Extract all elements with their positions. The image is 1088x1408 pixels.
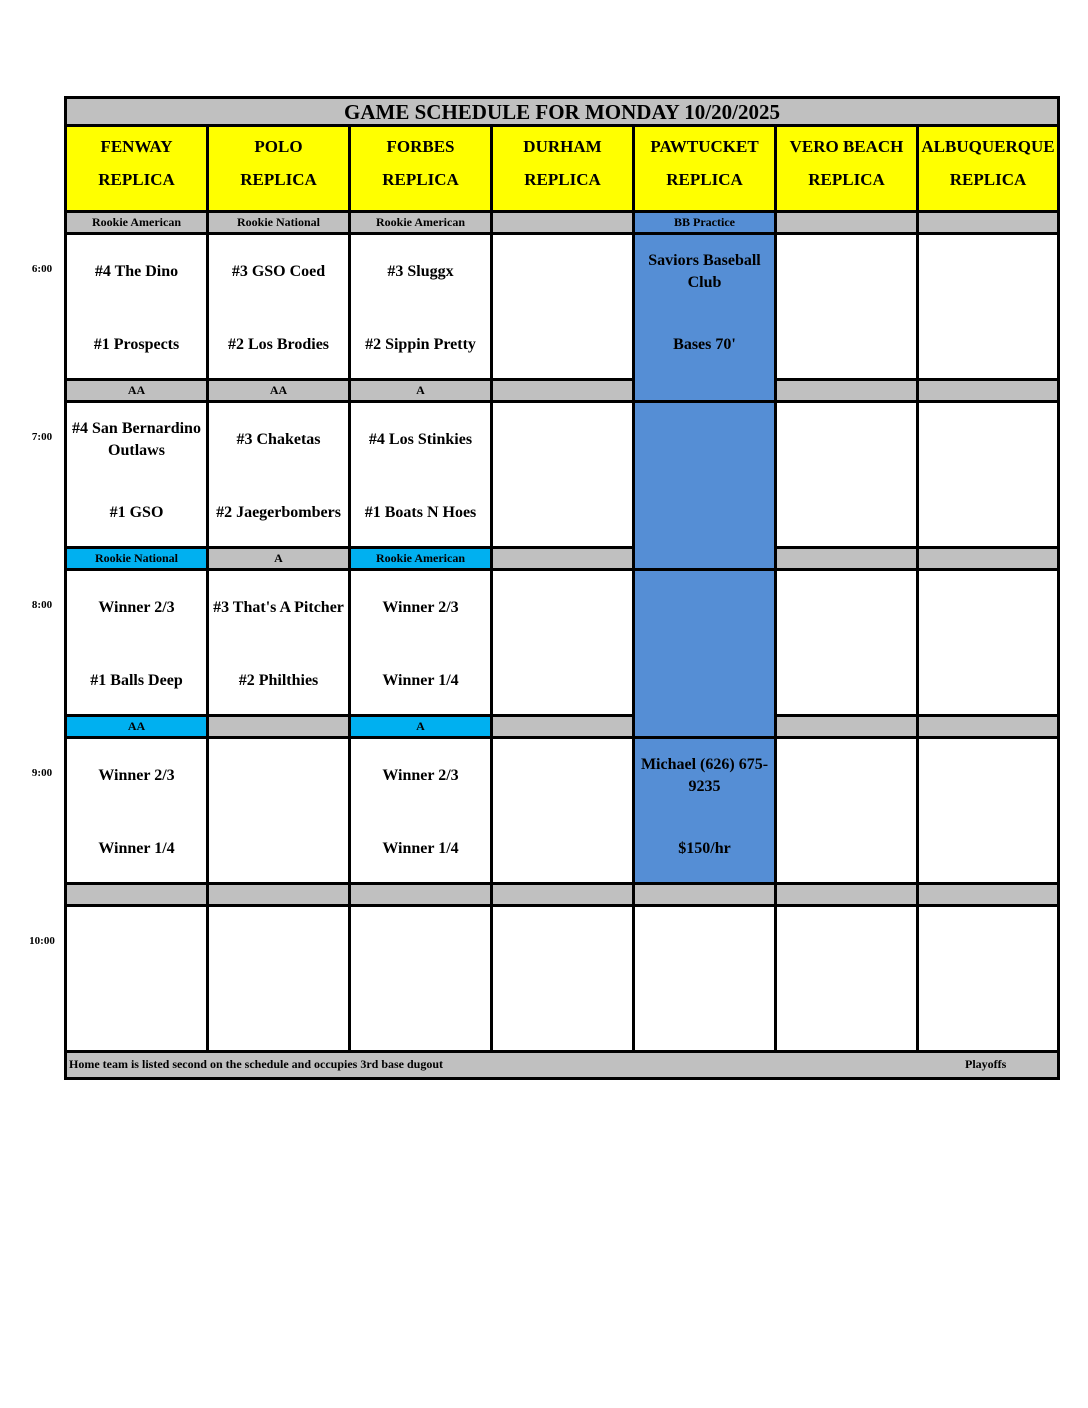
game-slot xyxy=(919,571,1057,717)
home-team: #2 Philthies xyxy=(238,672,319,689)
division-label xyxy=(493,381,635,403)
division-label xyxy=(635,381,777,403)
division-label xyxy=(777,717,919,739)
game-slot xyxy=(209,907,351,1053)
game-slot xyxy=(635,403,777,549)
field-header xyxy=(635,127,777,213)
division-label: Rookie National xyxy=(67,549,209,571)
game-slot xyxy=(777,739,919,885)
home-team xyxy=(67,1003,206,1031)
game-slot xyxy=(67,907,209,1053)
away-team xyxy=(493,573,632,643)
division-label: Rookie American xyxy=(351,213,493,235)
home-team: #2 Los Brodies xyxy=(227,336,330,353)
away-team xyxy=(777,741,916,811)
division-label xyxy=(493,717,635,739)
game-slot xyxy=(493,235,635,381)
home-team: #1 GSO xyxy=(109,504,164,521)
home-team xyxy=(493,331,632,359)
game-slot xyxy=(777,403,919,549)
home-team: #1 Balls Deep xyxy=(90,672,183,689)
field-name: DURHAM xyxy=(523,137,602,156)
away-team: Winner 2/3 xyxy=(382,767,459,784)
away-team xyxy=(351,909,490,979)
game-slot xyxy=(209,235,351,381)
field-header xyxy=(351,127,493,213)
division-label xyxy=(777,213,919,235)
away-team: #3 Chaketas xyxy=(236,431,321,448)
field-header xyxy=(67,127,209,213)
division-label xyxy=(635,717,777,739)
home-team xyxy=(919,331,1057,359)
away-team: Winner 2/3 xyxy=(382,599,459,616)
game-slot xyxy=(67,235,209,381)
field-subtitle: REPLICA xyxy=(524,170,601,189)
away-team: Saviors Baseball Club xyxy=(648,252,761,291)
away-team xyxy=(67,909,206,979)
game-slot xyxy=(351,739,493,885)
home-team: Winner 1/4 xyxy=(382,840,459,857)
game-slot xyxy=(493,403,635,549)
away-team xyxy=(209,909,348,979)
schedule-title: GAME SCHEDULE FOR MONDAY 10/20/2025 xyxy=(67,99,1057,127)
footer-playoffs: Playoffs xyxy=(965,1057,1007,1071)
game-slot xyxy=(777,571,919,717)
time-label: 7:00 xyxy=(31,431,53,443)
home-team xyxy=(777,835,916,863)
division-label xyxy=(635,549,777,571)
time-label: 6:00 xyxy=(31,263,53,275)
game-slot xyxy=(351,571,493,717)
game-slot xyxy=(635,739,777,885)
field-header xyxy=(209,127,351,213)
game-slot xyxy=(635,907,777,1053)
game-slot xyxy=(919,403,1057,549)
game-slot xyxy=(635,235,777,381)
division-label xyxy=(635,885,777,907)
home-team xyxy=(493,835,632,863)
home-team: Bases 70' xyxy=(673,336,736,353)
time-label: 9:00 xyxy=(31,767,53,779)
away-team xyxy=(493,405,632,475)
division-label xyxy=(777,381,919,403)
division-label xyxy=(919,549,1057,571)
away-team: #4 The Dino xyxy=(94,263,179,280)
away-team xyxy=(635,405,774,475)
away-team: Michael (626) 675-9235 xyxy=(640,756,769,795)
game-slot xyxy=(493,907,635,1053)
division-label: Rookie American xyxy=(67,213,209,235)
field-subtitle: REPLICA xyxy=(240,170,317,189)
schedule-sheet xyxy=(64,96,1060,1080)
division-label xyxy=(919,381,1057,403)
field-name: FORBES xyxy=(386,137,455,156)
home-team xyxy=(493,667,632,695)
away-team xyxy=(777,237,916,307)
division-label: A xyxy=(351,717,493,739)
away-team: #3 That's A Pitcher xyxy=(213,599,344,616)
away-team xyxy=(493,909,632,979)
game-slot xyxy=(919,907,1057,1053)
field-subtitle: REPLICA xyxy=(666,170,743,189)
field-header xyxy=(777,127,919,213)
home-team xyxy=(919,835,1057,863)
away-team xyxy=(919,741,1057,811)
game-slot xyxy=(493,571,635,717)
time-label: 8:00 xyxy=(31,599,53,611)
home-team xyxy=(493,1003,632,1031)
home-team xyxy=(919,499,1057,527)
division-label xyxy=(919,213,1057,235)
footer-note: Home team is listed second on the schedule and occupies 3rd base dugout xyxy=(69,1057,444,1071)
away-team xyxy=(493,237,632,307)
home-team: $150/hr xyxy=(678,840,731,857)
division-label xyxy=(493,885,635,907)
home-team xyxy=(777,499,916,527)
home-team xyxy=(635,499,774,527)
away-team: #3 GSO Coed xyxy=(231,263,326,280)
away-team xyxy=(919,573,1057,643)
division-label: Rookie American xyxy=(351,549,493,571)
home-team xyxy=(209,835,348,863)
away-team xyxy=(209,741,348,811)
home-team xyxy=(777,1003,916,1031)
game-slot xyxy=(67,739,209,885)
game-slot xyxy=(635,571,777,717)
away-team: Winner 2/3 xyxy=(98,767,175,784)
field-subtitle: REPLICA xyxy=(382,170,459,189)
division-label: A xyxy=(351,381,493,403)
home-team xyxy=(777,667,916,695)
home-team: #1 Boats N Hoes xyxy=(364,504,477,521)
game-slot xyxy=(351,235,493,381)
game-slot xyxy=(209,571,351,717)
division-label xyxy=(777,885,919,907)
division-label xyxy=(919,885,1057,907)
home-team xyxy=(635,667,774,695)
division-label xyxy=(209,717,351,739)
away-team xyxy=(635,909,774,979)
field-name: POLO xyxy=(254,137,303,156)
game-slot xyxy=(777,907,919,1053)
time-label: 10:00 xyxy=(29,935,55,947)
away-team: #4 San Bernardino Outlaws xyxy=(72,420,201,459)
home-team: Winner 1/4 xyxy=(98,840,175,857)
division-label xyxy=(493,213,635,235)
home-team xyxy=(919,667,1057,695)
home-team xyxy=(635,1003,774,1031)
away-team xyxy=(493,741,632,811)
field-name: FENWAY xyxy=(100,137,173,156)
field-subtitle: REPLICA xyxy=(949,170,1027,189)
game-slot xyxy=(351,907,493,1053)
division-label xyxy=(209,885,351,907)
home-team xyxy=(209,1003,348,1031)
field-name: PAWTUCKET xyxy=(650,137,759,156)
away-team xyxy=(777,405,916,475)
home-team: Winner 1/4 xyxy=(382,672,459,689)
field-name: VERO BEACH xyxy=(789,137,904,156)
division-label: AA xyxy=(67,381,209,403)
game-slot xyxy=(67,571,209,717)
home-team: #1 Prospects xyxy=(93,336,180,353)
home-team: #2 Jaegerbombers xyxy=(216,504,341,521)
away-team xyxy=(635,573,774,643)
away-team xyxy=(777,573,916,643)
game-slot xyxy=(209,403,351,549)
field-subtitle: REPLICA xyxy=(98,170,175,189)
away-team xyxy=(777,909,916,979)
game-slot xyxy=(67,403,209,549)
home-team xyxy=(777,331,916,359)
division-label xyxy=(351,885,493,907)
division-label: AA xyxy=(67,717,209,739)
away-team: Winner 2/3 xyxy=(98,599,175,616)
division-label: BB Practice xyxy=(635,213,777,235)
field-header xyxy=(919,127,1057,213)
home-team xyxy=(351,1003,490,1031)
division-label xyxy=(67,885,209,907)
division-label: AA xyxy=(209,381,351,403)
away-team: #3 Sluggx xyxy=(387,263,454,280)
game-slot xyxy=(919,235,1057,381)
division-label xyxy=(493,549,635,571)
game-slot xyxy=(777,235,919,381)
home-team xyxy=(919,1003,1057,1031)
game-slot xyxy=(209,739,351,885)
game-slot xyxy=(919,739,1057,885)
division-label xyxy=(777,549,919,571)
home-team xyxy=(493,499,632,527)
field-subtitle: REPLICA xyxy=(808,170,885,189)
footer-bar xyxy=(67,1052,1057,1077)
division-label: A xyxy=(209,549,351,571)
away-team xyxy=(919,405,1057,475)
division-label: Rookie National xyxy=(209,213,351,235)
away-team xyxy=(919,237,1057,307)
game-slot xyxy=(351,403,493,549)
division-label xyxy=(919,717,1057,739)
game-slot xyxy=(493,739,635,885)
field-name: ALBUQUERQUE xyxy=(921,137,1055,156)
away-team xyxy=(919,909,1057,979)
away-team: #4 Los Stinkies xyxy=(368,431,473,448)
home-team: #2 Sippin Pretty xyxy=(365,336,476,353)
field-header xyxy=(493,127,635,213)
